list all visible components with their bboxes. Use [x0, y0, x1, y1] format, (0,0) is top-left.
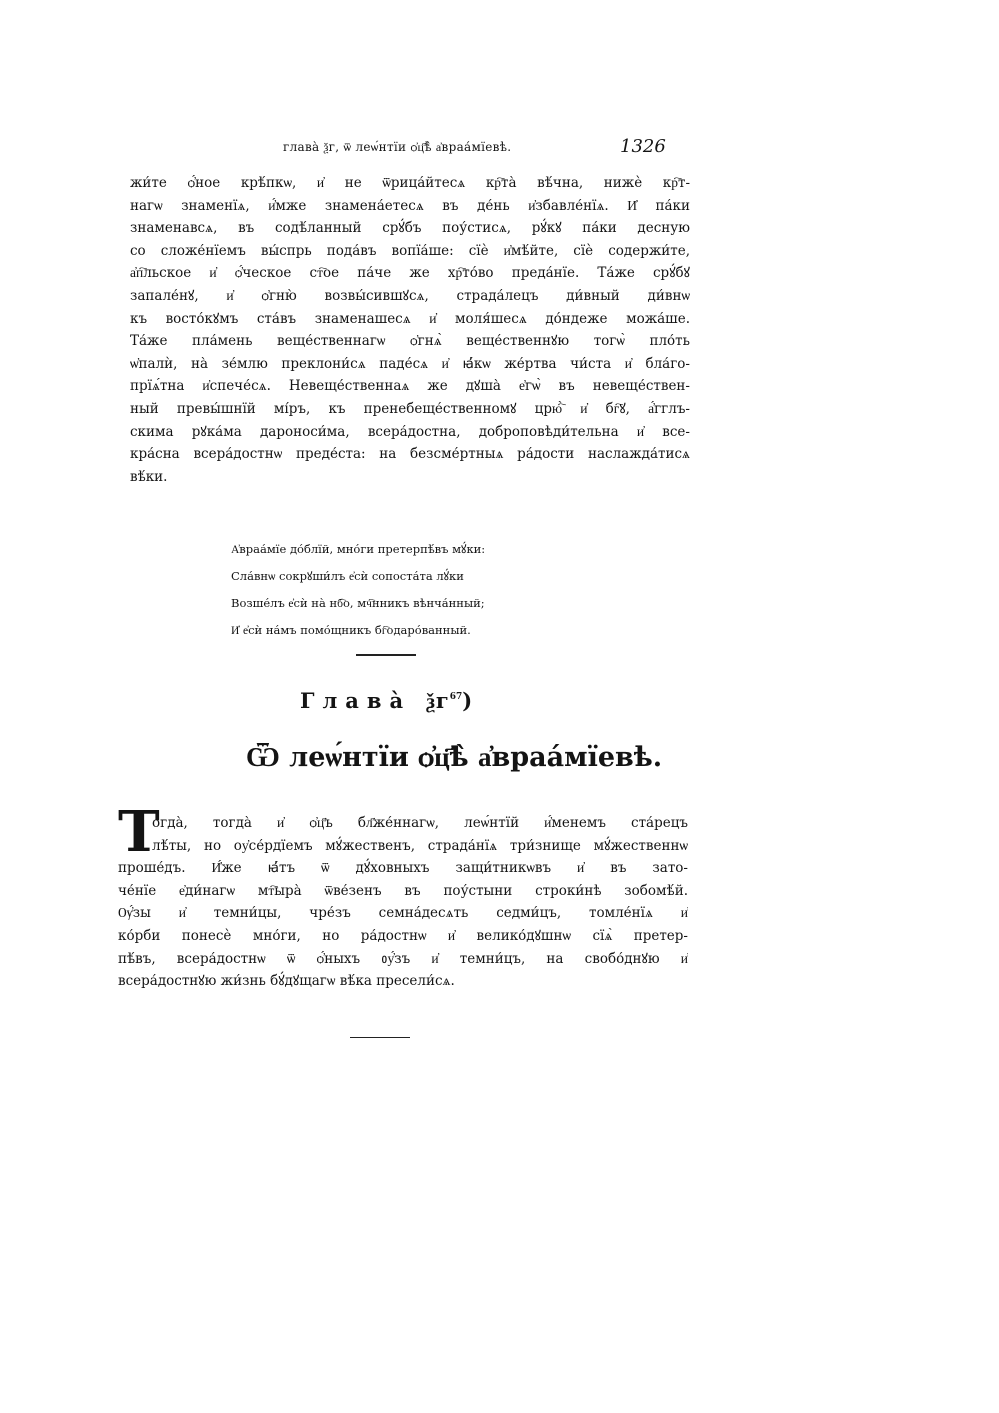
text-line: со сложе́нїемъ вы́спрь пода́въ вопїа́ше: сїѐ и҆мѣ́йте, сїѐ содержи́те, [130, 242, 690, 259]
chapter-number: ѯг [426, 688, 450, 713]
verse-line: Сла́внѡ сокрꙋши́лъ е҆сѝ сопоста́та лꙋ́ки [231, 569, 464, 583]
text-line: Та́же пла́мень веще́ственнагѡ ѻ҆гнѧ̀ веще́ственнꙋю тогѡ̀ пло́ть [130, 333, 690, 350]
text-line: лѣ́ты, но оу҆се́рдїемъ мꙋ́жественъ, страда́нїѧ три́знище мꙋ́жественнѡ [152, 837, 688, 854]
verse-line: А҆враа́мїе до́блїй, мно́ги претерпѣ́въ мꙋ́ки: [231, 542, 486, 556]
text-line: ко́рби понесѐ мно́ги, но ра́достнѡ и҆ велико́дꙋшнѡ сїѧ̀ претер- [118, 927, 688, 944]
text-line: а҆п҇льское и҆ ѻ҆́ческое ст҇ое па́че же хр҇то́во преда́нїе. Та́же срꙋ́бꙋ [130, 265, 690, 282]
verse-block [231, 536, 571, 644]
end-rule [350, 1037, 410, 1038]
text-line: вѣ́ки. [130, 468, 168, 485]
running-header: глава̀ ѯг, ѿ леѡ́нтїи ѻ҆ц҃ѣ̀ а҆враа́мїевѣ. [283, 140, 512, 154]
chapter-heading-word: Глава̀ [300, 688, 412, 713]
divider-rule [356, 654, 416, 656]
text-line: Ѹ҆́зы и҆ темни́цы, чре́зъ семна́десѧть седми́цъ, томле́нїѧ и҆ [118, 905, 688, 922]
text-line: жи́те ѻ҆́ное крѣ́пкѡ, и҆ не ѿрица́йтесѧ кр҇та̀ вѣ́чна, нижѐ кр҇т- [130, 175, 690, 191]
footnote-marker: 67 [449, 692, 463, 702]
text-line: ный превы́шнїй мі́ръ, къ пренебеще́ственномꙋ црю҇̀ и҆ бг҇ꙋ, а҆́гглъ- [130, 400, 690, 417]
text-line: знаменавсѧ, въ содѣ́ланный срꙋ́бъ поу́стисѧ, рꙋ́кꙋ па́ки десную [130, 220, 690, 237]
text-line: запале́нꙋ, и҆ ѻ҆гню̀ возвы́сившꙋсѧ, страда́лецъ ди́вный ди́внѡ [130, 287, 690, 304]
page-number: 1326 [620, 136, 666, 157]
chapter-heading [300, 688, 600, 714]
text-line: нагѡ знаменїѧ, и҆́мже знамена́етесѧ въ де́нь и҆збавле́нїѧ. И҆ па́ки [130, 197, 690, 214]
text-line: кра́сна всера́достнѡ преде́ста: на безсме́ртныѧ ра́дости наслажда́тисѧ [130, 446, 690, 463]
chapter-closing-paren: ) [462, 688, 481, 713]
text-line: прїѧ́тна и҆спече́сѧ. Невеще́ственнаѧ же дꙋша̀ е҆гѡ̀ въ невеще́ствен- [130, 378, 690, 395]
text-line: ѡ҆палѝ, на̀ зе́млю преклони́сѧ паде́сѧ и҆ ꙗ҆́кѡ же́ртва чи́ста и҆ бла́го- [130, 355, 690, 372]
drop-cap: Т [118, 799, 160, 865]
text-line: огда̀, тогда̀ и҆ ѻ҆ц҃ъ бл҃же́ннагѡ, леѡ́нтїй и҆́менемъ ста́рецъ [152, 815, 688, 831]
text-line: проше́дъ. И҆́же ꙗ҆́тъ ѿ дꙋ́ховныхъ защи́тникѡвъ и҆ въ зато- [118, 860, 688, 877]
section-text-block [118, 799, 688, 993]
text-line: къ восто́кꙋмъ ста́въ знаменашесѧ и҆ моля́шесѧ до́ндеже можа́ше. [130, 310, 690, 327]
verse-line: И҆ е҆сѝ на́мъ помо́щникъ бг҇одаро́ванный. [231, 623, 471, 637]
chapter-title: Ѿ леѡ́нтїи ѻ҆ц҃ѣ̀ а҆враа́мїевѣ. [246, 742, 663, 773]
text-line: скима рꙋка́ма дароноси́ма, всера́достна, доброповѣди́тельна и҆ все- [130, 423, 690, 440]
main-text-block [130, 172, 690, 488]
dropcap-paragraph-start [118, 799, 688, 865]
text-line: че́нїе е҆ди́нагѡ мт҇ыра̀ ѿве́зенъ въ поу́стыни строки́нѣ зобомѣ́й. [118, 882, 688, 899]
text-line: всера́достнꙋю жи́знь бꙋ́дꙋщагѡ вѣ́ка пресели́сѧ. [118, 973, 455, 990]
text-line: пѣ́въ, всера́достнѡ ѿ ѻ҆́ныхъ ᲂу҆́зъ и҆ темни́цъ, на свобо́днꙋю и҆ [118, 950, 688, 967]
verse-line: Возше́лъ е҆сѝ на̀ нб҇о, мч҇нникъ вѣнча́нный; [231, 596, 485, 610]
